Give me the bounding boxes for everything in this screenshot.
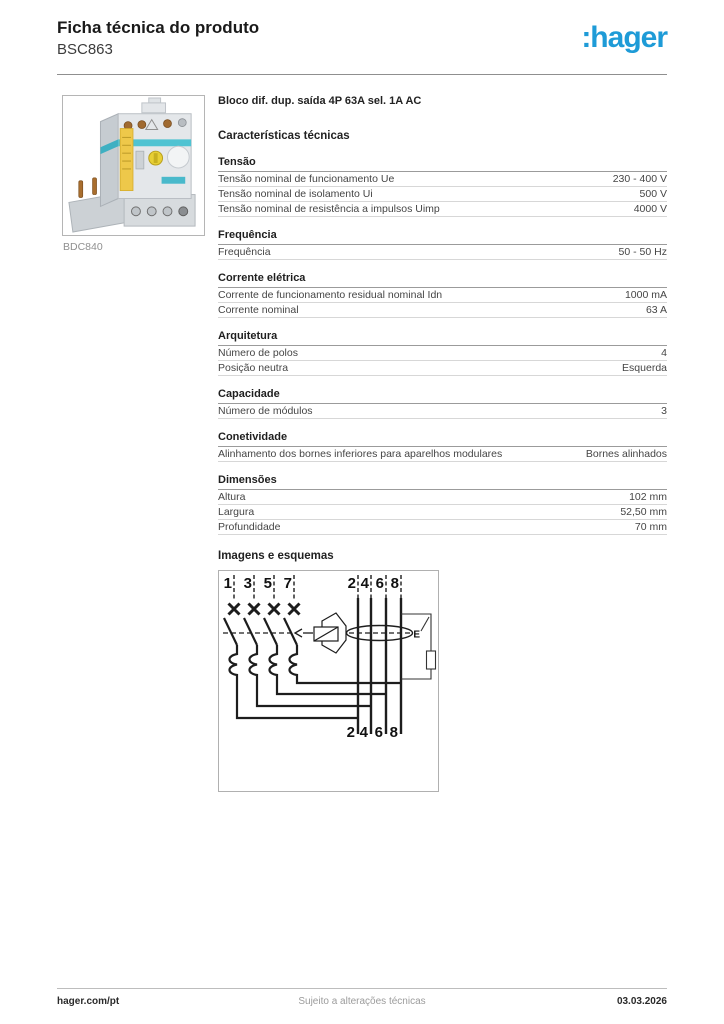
characteristics-heading: Características técnicas — [218, 130, 350, 142]
footer-divider — [57, 988, 667, 989]
wiring-diagram — [219, 571, 438, 791]
spec-value: 102 mm — [629, 491, 667, 503]
spec-label: Largura — [218, 506, 255, 518]
terminal-label-top-right: 2 — [347, 575, 356, 592]
spec-label: Alinhamento dos bornes inferiores para aparelhos modulares — [218, 448, 503, 460]
spec-row — [218, 505, 667, 520]
wiring-diagram-frame — [218, 570, 439, 792]
spec-row — [218, 202, 667, 217]
product-title: Bloco dif. dup. saída 4P 63A sel. 1A AC — [218, 95, 422, 107]
spec-row — [218, 447, 667, 462]
spec-value: 1000 mA — [624, 289, 667, 301]
spec-label: Corrente de funcionamento residual nominal Idn — [218, 289, 443, 301]
spec-section — [218, 388, 667, 419]
section-title: Frequência — [218, 229, 667, 245]
page-title: Ficha técnica do produto — [57, 18, 260, 37]
product-image-frame — [62, 95, 205, 236]
terminal-label-top-right: 4 — [360, 575, 369, 592]
spec-row — [218, 404, 667, 419]
spec-value: 4 — [661, 347, 667, 359]
spec-label: Número de módulos — [218, 405, 313, 417]
spec-value: 3 — [661, 405, 667, 417]
terminal-label-bottom: 2 — [346, 724, 355, 741]
product-image — [63, 96, 202, 233]
header-divider — [57, 74, 667, 75]
section-title: Conetividade — [218, 431, 667, 447]
spec-row — [218, 490, 667, 505]
spec-row — [218, 346, 667, 361]
images-heading: Imagens e esquemas — [218, 550, 334, 562]
spec-section — [218, 330, 667, 376]
spec-value: 52,50 mm — [620, 506, 667, 518]
spec-value: 500 V — [639, 188, 667, 200]
terminal-label-top-left: 1 — [223, 575, 232, 592]
footer-date: 03.03.2026 — [616, 996, 667, 1007]
spec-value: 50 - 50 Hz — [618, 246, 667, 258]
footer-note: Sujeito a alterações técnicas — [298, 996, 426, 1007]
test-button-label: E — [413, 629, 420, 641]
spec-row — [218, 303, 667, 318]
terminal-label-top-right: 8 — [390, 575, 399, 592]
terminal-label-top-right: 6 — [375, 575, 384, 592]
spec-value: 63 A — [645, 304, 667, 316]
spec-sections — [218, 156, 667, 535]
section-title: Arquitetura — [218, 330, 667, 346]
spec-value: 70 mm — [634, 521, 667, 533]
terminal-label-top-left: 3 — [243, 575, 252, 592]
hager-logo: :hager — [581, 21, 667, 54]
spec-section — [218, 431, 667, 462]
spec-label: Número de polos — [218, 347, 298, 359]
spec-value: 230 - 400 V — [612, 173, 667, 185]
spec-row — [218, 288, 667, 303]
footer-site-link[interactable]: hager.com/pt — [57, 996, 120, 1007]
spec-row — [218, 187, 667, 202]
spec-row — [218, 361, 667, 376]
spec-label: Corrente nominal — [218, 304, 299, 316]
section-title: Dimensões — [218, 474, 667, 490]
terminal-label-top-left: 5 — [263, 575, 272, 592]
spec-label: Profundidade — [218, 521, 281, 533]
terminal-label-bottom: 4 — [359, 724, 368, 741]
product-image-caption: BDC840 — [63, 241, 103, 253]
spec-row — [218, 520, 667, 535]
spec-label: Tensão nominal de funcionamento Ue — [218, 173, 395, 185]
spec-value: Bornes alinhados — [585, 448, 667, 460]
spec-label: Frequência — [218, 246, 271, 258]
product-code: BSC863 — [57, 41, 113, 58]
spec-label: Posição neutra — [218, 362, 289, 374]
spec-label: Altura — [218, 491, 246, 503]
spec-section — [218, 229, 667, 260]
spec-label: Tensão nominal de resistência a impulsos Uimp — [218, 203, 440, 215]
spec-section — [218, 474, 667, 535]
spec-row — [218, 245, 667, 260]
spec-section — [218, 272, 667, 318]
spec-section — [218, 156, 667, 217]
spec-value: 4000 V — [633, 203, 667, 215]
terminal-label-top-left: 7 — [283, 575, 292, 592]
spec-row — [218, 172, 667, 187]
section-title: Tensão — [218, 156, 667, 172]
section-title: Capacidade — [218, 388, 667, 404]
spec-value: Esquerda — [622, 362, 667, 374]
spec-label: Tensão nominal de isolamento Ui — [218, 188, 373, 200]
specs-column — [218, 95, 667, 792]
section-title: Corrente elétrica — [218, 272, 667, 288]
terminal-label-bottom: 8 — [389, 724, 398, 741]
terminal-label-bottom: 6 — [374, 724, 383, 741]
